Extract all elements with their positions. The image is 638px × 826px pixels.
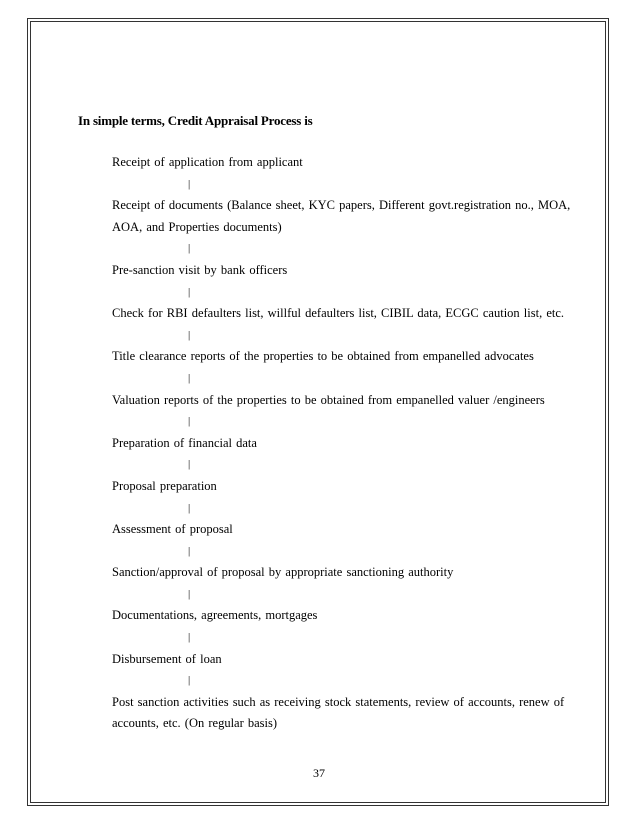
step-11: Documentations, agreements, mortgages	[112, 608, 318, 623]
step-connector: |	[188, 371, 191, 384]
step-connector: |	[188, 285, 191, 298]
process-steps	[112, 152, 572, 735]
step-connector: |	[188, 242, 191, 255]
step-8: Proposal preparation	[112, 478, 217, 493]
step-9: Assessment of proposal	[112, 522, 233, 537]
step-connector: |	[188, 501, 191, 514]
step-3: Pre-sanction visit by bank officers	[112, 262, 288, 277]
step-connector: |	[188, 544, 191, 557]
page-number: 37	[313, 766, 325, 780]
step-4: Check for RBI defaulters list, willful defaulters list, CIBIL data, ECGC caution list, etc.	[112, 306, 565, 321]
step-connector: |	[188, 177, 191, 190]
step-connector: |	[188, 587, 191, 600]
step-connector: |	[188, 674, 191, 687]
step-connector: |	[188, 631, 191, 644]
step-13: Post sanction activities such as receiving stock statements, review of accounts, renew of accounts, etc. (On regular basis)	[112, 694, 565, 731]
step-1: Receipt of application from applicant	[112, 155, 303, 169]
step-7: Preparation of financial data	[112, 435, 257, 450]
step-5: Title clearance reports of the properties to be obtained from empanelled advocates	[112, 349, 534, 364]
step-6: Valuation reports of the properties to be obtained from empanelled valuer /engineers	[112, 392, 545, 407]
section-heading: In simple terms, Credit Appraisal Process is	[78, 113, 313, 128]
step-12: Disbursement of loan	[112, 651, 222, 666]
step-2: Receipt of documents (Balance sheet, KYC papers, Different govt.registration no., MOA, AOA, and Properties documents)	[112, 198, 571, 234]
step-connector: |	[188, 458, 191, 471]
step-connector: |	[188, 415, 191, 428]
step-connector: |	[188, 328, 191, 341]
step-10: Sanction/approval of proposal by appropriate sanctioning authority	[112, 565, 454, 580]
